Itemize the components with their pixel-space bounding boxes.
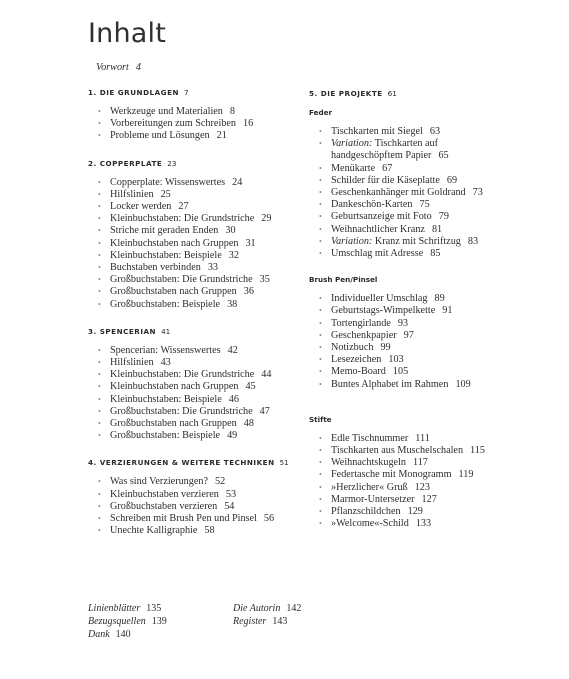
toc-entry-label: Umschlag mit Adresse	[331, 248, 424, 260]
toc-entry[interactable]	[88, 525, 298, 537]
bullet-icon: •	[98, 299, 101, 309]
bullet-icon: •	[98, 287, 101, 297]
footer-entry[interactable]	[233, 602, 301, 615]
footer-entry-label: Dank	[88, 629, 110, 640]
bullet-icon: •	[98, 382, 101, 392]
toc-entry[interactable]	[88, 262, 298, 274]
toc-entry[interactable]	[88, 299, 298, 311]
toc-footer	[88, 602, 348, 641]
bullet-icon: •	[98, 345, 101, 355]
footer-row	[88, 615, 348, 628]
section-heading-page: 41	[161, 326, 171, 336]
toc-entry-label-line2: handgeschöpftem Papier	[331, 150, 432, 162]
toc-entry-label: Großbuchstaben: Beispiele	[110, 298, 221, 310]
toc-entry-page: 97	[403, 329, 414, 341]
toc-entry-list	[309, 126, 534, 260]
section-heading[interactable]	[88, 87, 298, 99]
toc-entry-label: Memo-Board	[331, 366, 386, 378]
toc-entry[interactable]	[88, 501, 298, 513]
toc-entry[interactable]	[309, 175, 534, 187]
footer-entry[interactable]	[88, 615, 233, 628]
toc-entry-label: Tischkarten auf	[374, 138, 438, 150]
toc-entry-label: Copperplate: Wissenswertes	[110, 176, 226, 188]
bullet-icon: •	[319, 175, 322, 185]
toc-entry-page: 45	[245, 381, 256, 393]
bullet-icon: •	[319, 470, 322, 480]
toc-entry-page: 75	[419, 199, 430, 211]
bullet-icon: •	[319, 433, 322, 443]
toc-entry-page: 83	[467, 235, 479, 247]
toc-entry-label: Geburtstags-Wimpelkette	[331, 305, 436, 317]
bullet-icon: •	[319, 355, 322, 365]
toc-entry[interactable]	[309, 482, 534, 494]
bullet-icon: •	[98, 107, 101, 116]
bullet-icon: •	[98, 189, 101, 199]
toc-entry[interactable]	[309, 293, 534, 305]
footer-entry-page: 140	[115, 629, 131, 640]
toc-entry-page: 133	[415, 518, 432, 530]
toc-entry-label: Hilfslinien	[110, 357, 154, 369]
toc-entry[interactable]	[88, 238, 298, 250]
toc-entry[interactable]	[309, 236, 534, 248]
toc-entry[interactable]	[309, 433, 534, 445]
toc-entry-label: Lesezeichen	[331, 354, 382, 366]
toc-entry-label: Weihnachtlicher Kranz	[331, 223, 425, 235]
toc-entry[interactable]	[309, 506, 534, 518]
toc-entry[interactable]	[88, 513, 298, 525]
footer-entry[interactable]	[88, 602, 233, 615]
toc-entry[interactable]	[309, 224, 534, 236]
toc-entry-page: 58	[204, 525, 215, 537]
toc-entry-label: Schreiben mit Brush Pen und Pinsel	[110, 513, 257, 525]
section-heading-page: 51	[279, 458, 289, 468]
toc-entry-page: 32	[228, 249, 239, 261]
bullet-icon: •	[319, 507, 322, 517]
toc-entry-page: 127	[421, 493, 437, 505]
bullet-icon: •	[319, 236, 322, 246]
toc-entry-label: Was sind Verzierungen?	[110, 476, 209, 488]
toc-entry-list	[88, 106, 298, 143]
toc-entry[interactable]	[88, 118, 298, 130]
toc-entry[interactable]	[88, 274, 298, 286]
toc-entry[interactable]	[309, 354, 534, 366]
toc-entry-label: Kleinbuchstaben: Beispiele	[110, 393, 222, 405]
toc-entry[interactable]	[88, 130, 298, 142]
toc-entry-page: 93	[397, 317, 409, 329]
toc-entry-label: Weihnachtskugeln	[331, 457, 406, 469]
bullet-icon: •	[98, 406, 101, 416]
bullet-icon: •	[319, 379, 322, 389]
bullet-icon: •	[319, 306, 322, 316]
toc-entry-label: Großbuchstaben: Beispiele	[110, 430, 221, 442]
toc-entry-label: Dankeschön-Karten	[331, 199, 413, 211]
toc-entry-variation-label: Variation:	[331, 138, 373, 150]
toc-entry-page: 43	[160, 357, 171, 369]
toc-entry-label: Werkzeuge und Materialien	[110, 106, 223, 117]
toc-entry-page: 103	[388, 354, 404, 366]
section-heading-label: 1. DIE GRUNDLAGEN	[88, 88, 180, 97]
toc-entry-label: Großbuchstaben: Die Grundstriche	[110, 274, 253, 286]
toc-entry[interactable]	[88, 394, 298, 406]
bullet-icon: •	[319, 367, 322, 377]
toc-entry-label: Federtasche mit Monogramm	[331, 469, 452, 481]
bullet-icon: •	[98, 275, 101, 285]
toc-entry-label: Marmor-Untersetzer	[331, 493, 415, 505]
bullet-icon: •	[98, 394, 101, 404]
footer-entry-label: Die Autorin	[233, 603, 281, 614]
toc-entry-page: 117	[413, 457, 428, 469]
footer-row	[88, 602, 348, 615]
toc-entry-page: 16	[242, 118, 254, 130]
toc-entry-list	[309, 293, 534, 391]
toc-entry[interactable]	[88, 381, 298, 393]
toc-entry[interactable]	[309, 445, 534, 457]
bullet-icon: •	[319, 343, 322, 353]
toc-entry[interactable]	[88, 250, 298, 262]
footer-row	[88, 628, 348, 641]
bullet-icon: •	[98, 263, 101, 273]
toc-entry-label: Buntes Alphabet im Rahmen	[331, 378, 449, 390]
bullet-icon: •	[98, 477, 101, 487]
toc-entry-page: 30	[225, 225, 236, 237]
footer-entry[interactable]	[88, 628, 233, 641]
toc-entry[interactable]	[309, 342, 534, 354]
toc-entry-page: 42	[227, 344, 238, 356]
toc-entry-page: 44	[261, 369, 272, 381]
bullet-icon: •	[319, 163, 322, 173]
bullet-icon: •	[319, 249, 322, 259]
toc-entry-label: Kleinbuchstaben: Die Grundstriche	[110, 369, 255, 381]
toc-entry-label: Kleinbuchstaben nach Gruppen	[110, 381, 239, 393]
section-heading-label: 4. VERZIERUNGEN & WEITERE TECHNIKEN	[88, 458, 275, 468]
toc-entry-label: Kleinbuchstaben verzieren	[110, 488, 219, 500]
toc-entry[interactable]	[88, 177, 298, 189]
section-heading[interactable]	[88, 457, 298, 469]
toc-entry-page: 129	[407, 506, 423, 518]
section-heading[interactable]	[88, 326, 298, 338]
bullet-icon: •	[98, 514, 101, 524]
footer-entry-page: 135	[146, 603, 162, 614]
section-heading-projekte[interactable]	[309, 88, 534, 100]
page-title: Inhalt	[88, 18, 167, 49]
bullet-icon: •	[98, 226, 101, 236]
toc-entry[interactable]	[309, 126, 534, 138]
toc-entry-label: Buchstaben verbinden	[110, 262, 201, 274]
footer-entry-page: 139	[151, 616, 167, 627]
toc-entry[interactable]	[88, 418, 298, 430]
section-heading-label: 3. SPENCERIAN	[88, 326, 157, 336]
bullet-icon: •	[98, 202, 101, 212]
footer-entry-label: Bezugsquellen	[88, 616, 146, 627]
section-heading-page: 23	[167, 158, 177, 168]
toc-entry[interactable]	[88, 213, 298, 225]
left-sections	[88, 87, 298, 537]
toc-entry[interactable]	[309, 366, 534, 378]
section-heading-page: 61	[387, 89, 397, 98]
toc-entry-label: Unechte Kalligraphie	[110, 525, 198, 537]
toc-entry-label: Spencerian: Wissenswertes	[110, 344, 221, 356]
toc-entry-label: Kranz mit Schriftzug	[374, 235, 461, 247]
bullet-icon: •	[319, 446, 322, 456]
bullet-icon: •	[319, 482, 322, 492]
toc-entry[interactable]	[309, 494, 534, 506]
toc-entry-label: Locker werden	[110, 201, 172, 213]
toc-entry-page: 54	[224, 500, 235, 512]
toc-entry-page: 4	[135, 62, 141, 73]
footer-entry-label: Register	[233, 616, 267, 627]
footer-entry-page: 143	[272, 616, 288, 627]
bullet-icon: •	[319, 330, 322, 340]
toc-entry-page: 105	[392, 366, 409, 378]
toc-entry-page: 21	[216, 130, 227, 142]
toc-entry-page: 123	[414, 481, 430, 493]
toc-entry-label: »Herzlicher« Gruß	[331, 481, 408, 493]
bullet-icon: •	[319, 224, 322, 234]
toc-entry-page: 36	[243, 286, 254, 298]
toc-entry-label: Großbuchstaben nach Gruppen	[110, 418, 237, 430]
toc-entry-page: 91	[442, 305, 453, 317]
toc-entry-label: Vorwort	[96, 62, 129, 73]
bullet-icon: •	[319, 458, 322, 468]
bullet-icon: •	[319, 212, 322, 222]
toc-entry-label: Kleinbuchstaben: Beispiele	[110, 249, 222, 261]
toc-entry-page: 27	[178, 201, 189, 213]
toc-entry-page: 73	[472, 187, 483, 199]
bullet-icon: •	[319, 127, 322, 136]
toc-entry[interactable]	[88, 106, 298, 118]
toc-entry-label: Striche mit geraden Enden	[110, 225, 219, 237]
bullet-icon: •	[319, 494, 322, 504]
toc-entry[interactable]	[88, 369, 298, 381]
toc-entry-page: 35	[259, 274, 270, 286]
footer-entry-label: Linienblätter	[88, 603, 141, 614]
toc-entry-page: 67	[382, 162, 393, 174]
toc-entry[interactable]	[309, 138, 534, 162]
bullet-icon: •	[98, 358, 101, 368]
toc-entry-page: 65	[438, 150, 449, 162]
bullet-icon: •	[98, 131, 101, 141]
toc-entry-label: Notizbuch	[331, 342, 374, 354]
toc-entry[interactable]	[309, 199, 534, 211]
toc-entry-label: Schilder für die Käseplatte	[331, 174, 440, 186]
toc-entry-page: 25	[160, 188, 171, 200]
toc-entry-label: »Welcome«-Schild	[331, 518, 409, 530]
bullet-icon: •	[98, 214, 101, 224]
footer-entry-page: 142	[286, 603, 302, 614]
toc-entry-page: 109	[455, 378, 471, 390]
toc-entry[interactable]	[309, 518, 534, 530]
toc-entry-list	[88, 345, 298, 443]
toc-entry-label: Großbuchstaben: Die Grundstriche	[110, 405, 253, 417]
toc-entry-label: Tischkarten aus Muschelschalen	[331, 445, 464, 457]
bullet-icon: •	[98, 526, 101, 536]
toc-entry-page: 8	[229, 106, 235, 117]
toc-entry-page: 24	[232, 176, 243, 188]
toc-entry-label: Geschenkpapier	[331, 329, 397, 341]
bullet-icon: •	[319, 519, 322, 529]
toc-entry-label: Hilfslinien	[110, 188, 154, 200]
toc-entry-list	[309, 433, 534, 531]
toc-entry[interactable]	[309, 187, 534, 199]
toc-entry-page: 46	[228, 393, 239, 405]
toc-entry-page: 52	[215, 476, 226, 488]
toc-entry-page: 119	[458, 469, 474, 481]
toc-entry[interactable]	[88, 406, 298, 418]
toc-entry-page: 85	[430, 248, 441, 260]
bullet-icon: •	[98, 177, 101, 187]
section-heading-page: 7	[184, 88, 189, 97]
toc-entry[interactable]	[88, 189, 298, 201]
toc-entry[interactable]	[88, 489, 298, 501]
toc-left-column	[88, 62, 298, 537]
toc-right-column	[309, 88, 534, 530]
toc-entry-list	[88, 177, 298, 311]
bullet-icon: •	[319, 294, 322, 304]
section-heading-label: 2. COPPERPLATE	[88, 158, 163, 168]
toc-entry[interactable]	[88, 476, 298, 488]
toc-entry-page: 63	[429, 126, 441, 137]
toc-entry-label: Kleinbuchstaben: Die Grundstriche	[110, 213, 255, 225]
toc-entry-label: Kleinbuchstaben nach Gruppen	[110, 237, 239, 249]
toc-entry[interactable]	[309, 469, 534, 481]
toc-entry-page: 31	[245, 237, 256, 249]
toc-entry-page: 89	[434, 293, 445, 305]
toc-entry-page: 48	[243, 418, 254, 430]
right-groups	[309, 107, 534, 530]
toc-entry-page: 56	[263, 513, 275, 525]
toc-entry-label: Edle Tischnummer	[331, 432, 409, 444]
toc-entry-label: Individueller Umschlag	[331, 293, 428, 305]
toc-entry-label: Großbuchstaben verzieren	[110, 500, 218, 512]
toc-entry-label: Pflanzschildchen	[331, 506, 401, 518]
toc-entry-label-continued	[331, 150, 534, 162]
toc-entry-label: Tischkarten mit Siegel	[331, 126, 423, 137]
toc-entry[interactable]	[309, 305, 534, 317]
toc-entry-page: 53	[225, 488, 237, 500]
toc-entry-page: 49	[227, 430, 238, 442]
toc-entry[interactable]	[309, 457, 534, 469]
subsection-heading[interactable]: Feder	[309, 108, 333, 117]
toc-entry-page: 111	[415, 432, 430, 444]
bullet-icon: •	[319, 200, 322, 210]
toc-entry[interactable]	[309, 248, 534, 260]
toc-entry-vorwort[interactable]	[96, 62, 298, 74]
toc-entry[interactable]	[309, 330, 534, 342]
toc-entry-label: Vorbereitungen zum Schreiben	[110, 118, 236, 130]
bullet-icon: •	[319, 139, 322, 149]
toc-entry[interactable]	[309, 211, 534, 223]
toc-entry[interactable]	[88, 345, 298, 357]
toc-entry-page: 99	[380, 342, 391, 354]
toc-entry-page: 38	[227, 298, 238, 310]
bullet-icon: •	[98, 119, 101, 129]
bullet-icon: •	[98, 370, 101, 380]
toc-entry-page: 69	[446, 174, 458, 186]
toc-entry[interactable]	[88, 201, 298, 213]
bullet-icon: •	[98, 501, 101, 511]
subsection-heading[interactable]: Brush Pen/Pinsel	[309, 275, 378, 285]
toc-entry-label: Geburtsanzeige mit Foto	[331, 211, 432, 223]
toc-entry[interactable]	[88, 225, 298, 237]
bullet-icon: •	[98, 489, 101, 499]
toc-entry-label: Tortengirlande	[331, 317, 391, 329]
toc-entry-label: Probleme und Lösungen	[110, 130, 210, 142]
toc-entry[interactable]	[88, 286, 298, 298]
bullet-icon: •	[98, 419, 101, 429]
toc-entry[interactable]	[88, 430, 298, 442]
toc-entry[interactable]	[88, 357, 298, 369]
section-heading-label: 5. DIE PROJEKTE	[309, 89, 383, 98]
toc-entry-label: Geschenkanhänger mit Goldrand	[331, 187, 466, 199]
toc-entry-page: 79	[438, 211, 449, 223]
footer-entry[interactable]	[233, 615, 287, 628]
bullet-icon: •	[319, 318, 322, 328]
toc-entry-label: Menükarte	[331, 162, 376, 174]
toc-entry[interactable]	[309, 318, 534, 330]
bullet-icon: •	[98, 431, 101, 441]
toc-entry[interactable]	[309, 163, 534, 175]
subsection-heading[interactable]: Stifte	[309, 414, 332, 424]
bullet-icon: •	[319, 188, 322, 198]
toc-entry[interactable]	[309, 379, 534, 391]
toc-entry-variation-label: Variation:	[331, 235, 373, 247]
toc-entry-page: 47	[259, 405, 270, 417]
bullet-icon: •	[98, 250, 101, 260]
toc-entry-page: 29	[261, 213, 272, 225]
section-heading[interactable]	[88, 158, 298, 170]
toc-entry-page: 33	[207, 262, 218, 274]
toc-entry-label: Großbuchstaben nach Gruppen	[110, 286, 237, 298]
toc-entry-page: 81	[431, 223, 443, 235]
toc-entry-list	[88, 476, 298, 537]
bullet-icon: •	[98, 238, 101, 248]
toc-entry-page: 115	[470, 445, 485, 457]
